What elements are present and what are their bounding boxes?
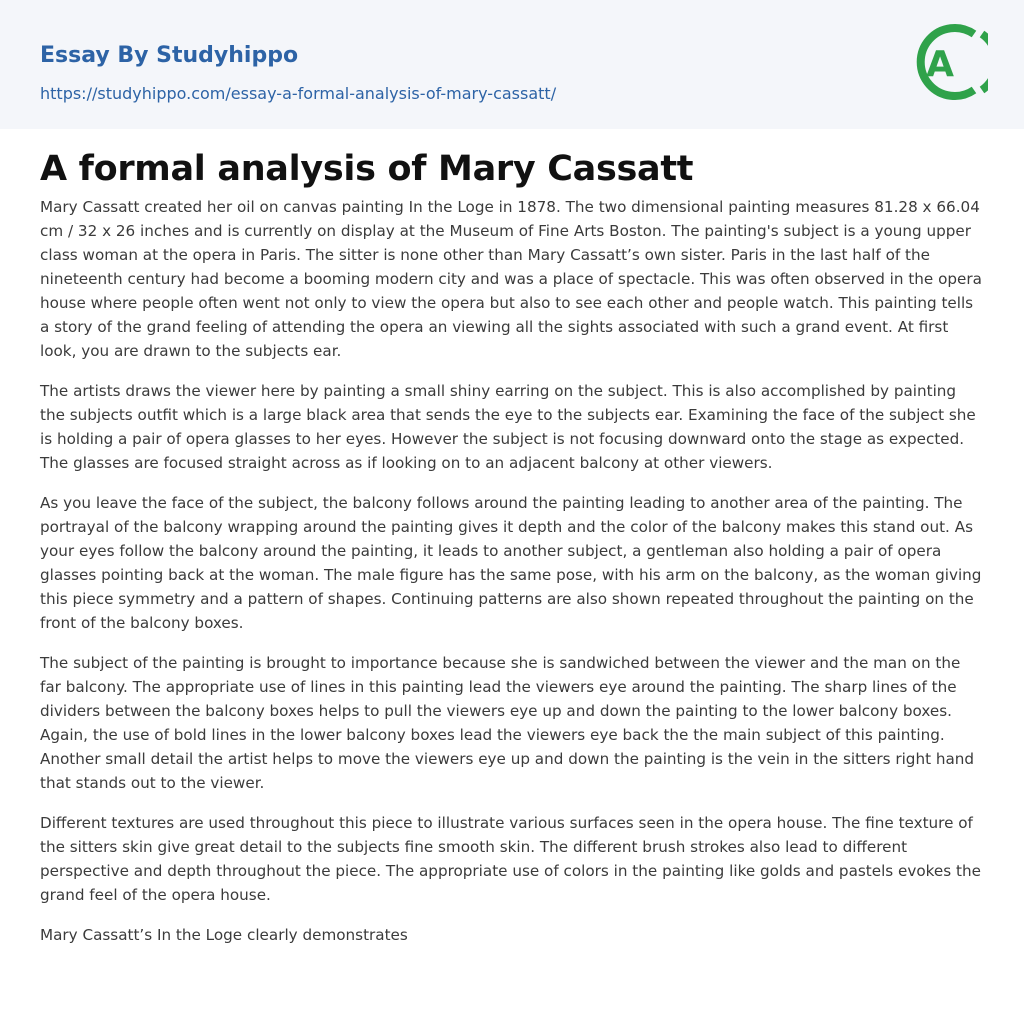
logo-letter: A <box>926 44 954 85</box>
page-title: A formal analysis of Mary Cassatt <box>40 149 694 189</box>
studyhippo-logo-icon[interactable] <box>912 18 988 106</box>
site-brand[interactable]: Essay By Studyhippo <box>40 43 299 68</box>
essay-url-link[interactable]: https://studyhippo.com/essay-a-formal-analysis-of-mary-cassatt/ <box>40 84 557 103</box>
paragraph-5: Different textures are used throughout this piece to illustrate various surfaces seen in the opera house. The fine texture of the sitters skin give great detail to the subjects fine smooth skin. The different brush strokes also lead to different perspective and depth throughout the piece. The appropriate use of colors in the painting like golds and pastels evokes the grand feel of the opera house. <box>40 814 981 904</box>
paragraph-3: As you leave the face of the subject, the balcony follows around the painting leading to another area of the painting. The portrayal of the balcony wrapping around the painting gives it depth and the color of the balcony makes this stand out. As your eyes follow the balcony around the painting, it leads to another subject, a gentleman also holding a pair of opera glasses pointing back at the woman. The male figure has the same pose, with his arm on the balcony, as the woman giving this piece symmetry and a pattern of shapes. Continuing patterns are also shown repeated throughout the painting on the front of the balcony boxes. <box>40 494 982 632</box>
paragraph-1: Mary Cassatt created her oil on canvas painting In the Loge in 1878. The two dimensional painting measures 81.28 x 66.04 cm / 32 x 26 inches and is currently on display at the Museum of Fine Arts Boston. The painting's subject is a young upper class woman at the opera in Paris. The sitter is none other than Mary Cassatt’s own sister. Paris in the last half of the nineteenth century had become a booming modern city and was a place of spectacle. This was often observed in the opera house where people often went not only to view the opera but also to see each other and people watch. This painting tells a story of the grand feeling of attending the opera an viewing all the sights associated with such a grand event. At first look, you are drawn to the subjects ear. <box>40 198 982 360</box>
paragraph-6: Mary Cassatt’s In the Loge clearly demonstrates <box>40 926 408 944</box>
paragraph-4: The subject of the painting is brought to importance because she is sandwiched between the viewer and the man on the far balcony. The appropriate use of lines in this painting lead the viewers eye around the painting. The sharp lines of the dividers between the balcony boxes helps to pull the viewers eye up and down the painting to the lower balcony boxes. Again, the use of bold lines in the lower balcony boxes lead the viewers eye back the the main subject of this painting. Another small detail the artist helps to move the viewers eye up and down the painting is the vein in the sitters right hand that stands out to the viewer. <box>40 654 975 792</box>
paragraph-2: The artists draws the viewer here by painting a small shiny earring on the subject. This is also accomplished by painting the subjects outfit which is a large black area that sends the eye to the subjects ear. Examining the face of the subject she is holding a pair of opera glasses to her eyes. However the subject is not focusing downward onto the stage as expected. The glasses are focused straight across as if looking on to an adjacent balcony at other viewers. <box>40 382 976 472</box>
article-body <box>0 129 1024 947</box>
site-header <box>0 0 1024 129</box>
